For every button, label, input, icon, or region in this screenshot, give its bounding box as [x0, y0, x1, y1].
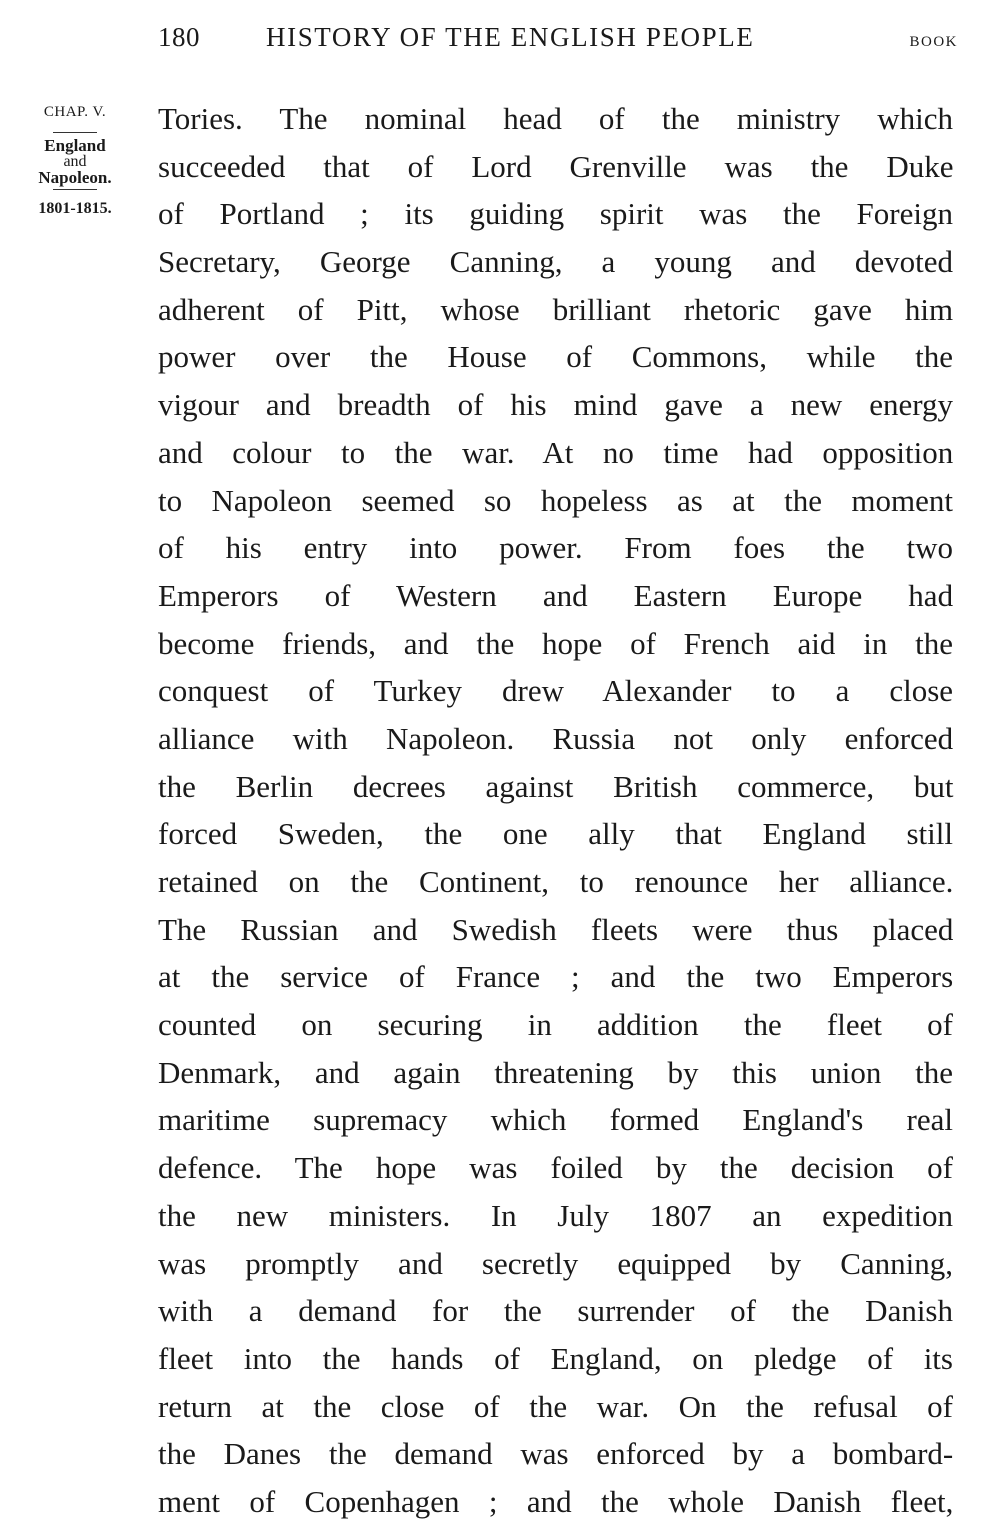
margin-divider: [53, 132, 97, 133]
running-title: HISTORY OF THE ENGLISH PEOPLE: [266, 22, 755, 52]
text-line: become friends, and the hope of French aid in the: [158, 625, 953, 661]
text-line: Emperors of Western and Eastern Europe had: [158, 577, 954, 613]
text-line: with a demand for the surrender of the Danish: [158, 1293, 953, 1329]
text-line: vigour and breadth of his mind gave a new energy: [158, 387, 953, 423]
text-line: Secretary, George Canning, a young and devoted: [158, 244, 953, 280]
margin-topic-line3: Napoleon.: [38, 168, 112, 187]
text-line: Tories. The nominal head of the ministry which: [158, 101, 953, 136]
text-line: retained on the Continent, to renounce her alliance.: [158, 864, 954, 899]
text-line: was promptly and secretly equipped by Canning,: [158, 1245, 953, 1281]
text-line: at the service of France ; and the two Emperors: [158, 959, 954, 995]
text-line: counted on securing in addition the fleet of: [158, 1007, 953, 1043]
text-line: to Napoleon seemed so hopeless as at the moment: [158, 482, 953, 518]
text-line: defence. The hope was foiled by the decision of: [158, 1150, 953, 1186]
margin-topic-line2: and: [63, 153, 87, 170]
text-line: and colour to the war. At no time had opposition: [158, 434, 954, 470]
chapter-label: CHAP. V.: [43, 104, 107, 120]
text-line: ment of Copenhagen ; and the whole Danish fleet,: [158, 1483, 954, 1519]
book-label: BOOK: [909, 34, 958, 50]
text-line: return at the close of the war. On the refusal of: [158, 1388, 953, 1424]
margin-notes: [10, 100, 140, 218]
text-line: conquest of Turkey drew Alexander to a close: [158, 673, 954, 709]
text-line: adherent of Pitt, whose brilliant rhetoric gave him: [158, 291, 954, 327]
text-line: fleet into the hands of England, on pledge of its: [158, 1340, 953, 1376]
running-header: [158, 22, 958, 62]
text-line: the Danes the demand was enforced by a bombard-: [158, 1436, 954, 1472]
text-line: alliance with Napoleon. Russia not only enforced: [158, 720, 954, 756]
margin-divider: [53, 189, 97, 190]
text-line: power over the House of Commons, while the: [158, 339, 953, 375]
page-number: 180: [158, 22, 200, 52]
text-line: of Portland ; its guiding spirit was the Foreign: [158, 196, 953, 232]
text-line: forced Sweden, the one ally that England still: [158, 816, 953, 852]
text-line: the Berlin decrees against British commerce, but: [158, 768, 954, 804]
text-line: maritime supremacy which formed England's real: [158, 1102, 953, 1138]
body-text: [158, 95, 953, 1526]
text-line: the new ministers. In July 1807 an expedition: [158, 1197, 953, 1233]
text-line: of his entry into power. From foes the two: [158, 530, 953, 566]
margin-dates: 1801-1815.: [38, 200, 112, 217]
text-line: The Russian and Swedish fleets were thus placed: [158, 911, 954, 947]
margin-topic-line1: England: [44, 136, 106, 155]
text-line: Denmark, and again threatening by this union the: [158, 1054, 953, 1090]
text-line: succeeded that of Lord Grenville was the Duke: [158, 148, 954, 184]
